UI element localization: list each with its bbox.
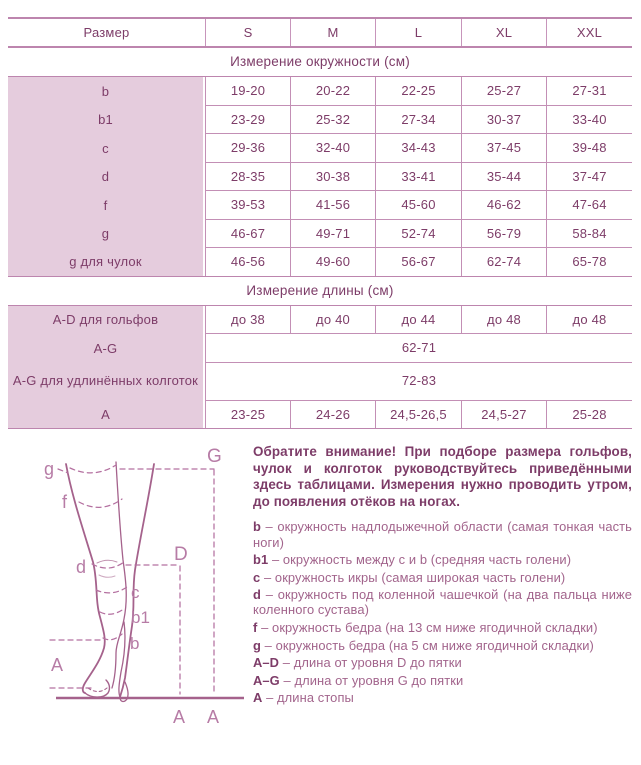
cell-value: 56-79 [461,220,546,249]
row-label: b1 [8,106,205,135]
notes-column [253,442,632,754]
definition-f [253,620,632,635]
table-row-c [8,134,632,163]
definition-desc: – длина стопы [266,690,354,706]
row-label: g [8,220,205,249]
size-header-table [8,17,632,48]
definition-a-d [253,655,632,670]
diagram-label-G: G [207,446,222,467]
table-row-ag [8,334,632,363]
cell-value: 39-53 [205,191,290,220]
cell-value: 35-44 [461,163,546,192]
row-label: c [8,134,205,163]
diagram-label-f: f [62,492,68,512]
cell-value: до 48 [461,306,546,335]
definition-term: b1 [253,552,269,568]
cell-value: 22-25 [375,77,461,106]
definition-b1 [253,552,632,567]
cell-value: 52-74 [375,220,461,249]
cell-value: до 38 [205,306,290,335]
definition-desc: – окружность икры (самая широкая часть голени) [263,569,566,585]
row-label: g для чулок [8,248,205,276]
definition-desc: – окружность под коленной чашечкой (на два пальца ниже коленного сустава) [253,587,633,618]
definition-desc: – окружность бедра (на 5 см ниже ягодичной складки) [264,637,594,653]
row-label: d [8,163,205,192]
table-row-ag-long-tights [8,363,632,401]
size-col-header-m: M [290,19,375,46]
size-col-header-xl: XL [461,19,546,46]
cell-value: 46-62 [461,191,546,220]
cell-value: 27-34 [375,106,461,135]
cell-value: 24,5-26,5 [375,401,461,429]
row-label: A-D для гольфов [8,306,205,335]
cell-value: 23-25 [205,401,290,429]
cell-value: 27-31 [546,77,632,106]
cell-value: 37-47 [546,163,632,192]
cell-value: 56-67 [375,248,461,276]
diagram-label-c: c [131,583,140,602]
table-row-d [8,163,632,192]
row-label: A-G [8,334,205,363]
cell-value: 23-29 [205,106,290,135]
definition-desc: – окружность надлодыжечной области (самая тонкая часть ноги) [253,519,632,550]
definition-term: f [253,620,258,635]
cell-value: 46-56 [205,248,290,276]
definition-desc: – окружность между c и b (средняя часть голени) [271,552,572,568]
legs-drawing-icon [8,442,245,749]
cell-value: 62-74 [461,248,546,276]
definition-g [253,638,632,653]
definition-term: A–G [253,672,280,688]
definition-b [253,519,632,549]
cell-value: 24,5-27 [461,401,546,429]
definition-term: b [253,519,261,535]
length-table [8,305,632,430]
definition-term: d [253,587,261,603]
circumference-section-title: Измерение окружности (см) [230,54,410,69]
row-label: b [8,77,205,106]
cell-value: 25-27 [461,77,546,106]
table-row-g-stockings [8,248,632,276]
table-row-f [8,191,632,220]
table-row-b [8,77,632,106]
size-header-label: Размер [83,25,130,40]
cell-value: 47-64 [546,191,632,220]
diagram-label-b1: b1 [131,608,150,627]
attention-note: Обратите внимание! При подборе размера гольфов, чулок и колготок руководствуйтесь приведёнными здесь таблицами. Измерения нужно проводить утром, до появления отёков на ногах. [253,444,632,509]
row-label: f [8,191,205,220]
cell-value: 45-60 [375,191,461,220]
cell-value: 34-43 [375,134,461,163]
cell-value: до 48 [546,306,632,335]
circumference-table [8,76,632,277]
size-col-header-l: L [375,19,461,46]
row-label: A-G для удлинённых колготок [8,363,205,401]
diagram-label-a-bottom-right: A [207,707,220,727]
cell-value: 28-35 [205,163,290,192]
cell-value: 49-71 [290,220,375,249]
definition-c [253,570,632,585]
cell-value: 33-40 [546,106,632,135]
cell-value: 41-56 [290,191,375,220]
cell-value: 20-22 [290,77,375,106]
diagram-label-g: g [44,459,55,479]
cell-value-merged: 72-83 [205,363,632,401]
table-row-g [8,220,632,249]
size-col-header-xxl: XXL [546,19,632,46]
cell-value: 19-20 [205,77,290,106]
diagram-label-b: b [130,634,140,653]
cell-value: 25-28 [546,401,632,429]
cell-value: 65-78 [546,248,632,276]
definition-desc: – длина от уровня D до пятки [282,655,462,671]
cell-value: 30-38 [290,163,375,192]
table-row-a [8,401,632,429]
measurement-guide-section [0,442,641,754]
row-label: A [8,401,205,429]
cell-value: 39-48 [546,134,632,163]
definition-a [253,690,632,705]
diagram-label-d: d [76,557,87,577]
cell-value: до 44 [375,306,461,335]
cell-value: 24-26 [290,401,375,429]
definition-desc: – окружность бедра (на 13 см ниже ягодичной складки) [261,620,598,635]
cell-value: 49-60 [290,248,375,276]
cell-value: 32-40 [290,134,375,163]
definition-desc: – длина от уровня G до пятки [283,672,464,688]
cell-value: до 40 [290,306,375,335]
cell-value: 25-32 [290,106,375,135]
table-row-b1 [8,106,632,135]
diagram-label-a-bottom-left: A [173,707,186,727]
cell-value: 29-36 [205,134,290,163]
size-col-header-s: S [205,19,290,46]
cell-value: 37-45 [461,134,546,163]
leg-measurement-diagram [8,442,245,754]
cell-value: 58-84 [546,220,632,249]
diagram-label-a-side: A [51,655,64,675]
cell-value: 30-37 [461,106,546,135]
cell-value: 33-41 [375,163,461,192]
definition-term: g [253,637,261,653]
definition-d [253,587,632,617]
length-section-title: Измерение длины (см) [246,282,394,298]
definition-term: c [253,569,261,585]
definition-term: A [253,690,263,706]
diagram-label-D: D [174,544,188,565]
definition-a-g [253,673,632,688]
table-row-ad-golf [8,306,632,335]
definition-term: A–D [253,655,280,671]
cell-value: 46-67 [205,220,290,249]
cell-value-merged: 62-71 [205,334,632,363]
